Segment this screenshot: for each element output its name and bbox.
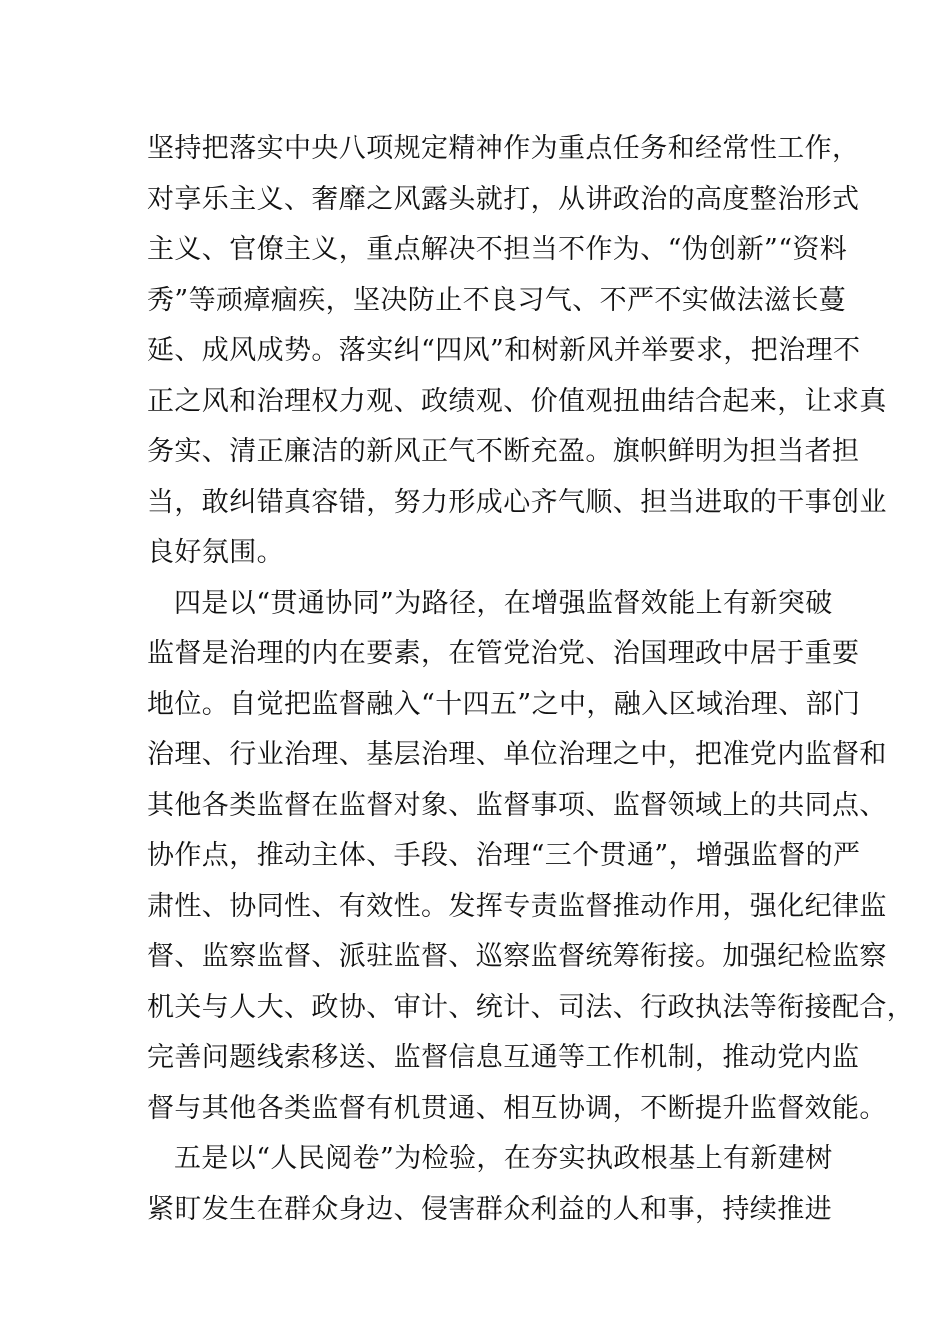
text-line: 紧盯发生在群众身边、侵害群众利益的人和事，持续推进: [147, 1193, 832, 1225]
text-line: 其他各类监督在监督对象、监督事项、监督领域上的共同点、: [147, 789, 887, 821]
text-line: 督、监察监督、派驻监督、巡察监督统筹衔接。加强纪检监察: [147, 941, 887, 972]
text-line: 秀”等顽瘴痼疾，坚决防止不良习气、不严不实做法滋长蔓: [147, 284, 847, 316]
text-line: 良好氛围。: [147, 537, 284, 568]
document-body: [147, 124, 915, 1235]
section-heading: 五是以“人民阅卷”为检验，在夯实执政根基上有新建树: [174, 1143, 833, 1174]
text-line: 治理、行业治理、基层治理、单位治理之中，把准党内监督和: [147, 739, 887, 770]
text-line: 正之风和治理权力观、政绩观、价值观扭曲结合起来，让求真: [147, 385, 887, 417]
text-line: 当，敢纠错真容错，努力形成心齐气顺、担当进取的干事创业: [147, 486, 887, 518]
text-line: 协作点，推动主体、手段、治理“三个贯通”，增强监督的严: [147, 840, 861, 871]
text-line: 对享乐主义、奢靡之风露头就打，从讲政治的高度整治形式: [147, 183, 860, 215]
text-line: 监督是治理的内在要素，在管党治党、治国理政中居于重要: [147, 638, 860, 669]
section-heading: 四是以“贯通协同”为路径，在增强监督效能上有新突破: [174, 587, 833, 619]
text-line: 机关与人大、政协、审计、统计、司法、行政执法等衔接配合，: [147, 991, 915, 1023]
text-line: 完善问题线索移送、监督信息互通等工作机制，推动党内监: [147, 1042, 860, 1073]
text-line: 延、成风成势。落实纠“四风”和树新风并举要求，把治理不: [147, 335, 861, 366]
text-line: 肃性、协同性、有效性。发挥专责监督推动作用，强化纪律监: [147, 890, 887, 922]
text-line: 主义、官僚主义，重点解决不担当不作为、“伪创新”“资料: [147, 234, 848, 265]
text-line: 务实、清正廉洁的新风正气不断充盈。旗帜鲜明为担当者担: [147, 436, 860, 467]
text-line: 督与其他各类监督有机贯通、相互协调，不断提升监督效能。: [147, 1092, 887, 1124]
text-line: 坚持把落实中央八项规定精神作为重点任务和经常性工作，: [147, 133, 860, 164]
text-line: 地位。自觉把监督融入“十四五”之中，融入区域治理、部门: [147, 688, 861, 720]
